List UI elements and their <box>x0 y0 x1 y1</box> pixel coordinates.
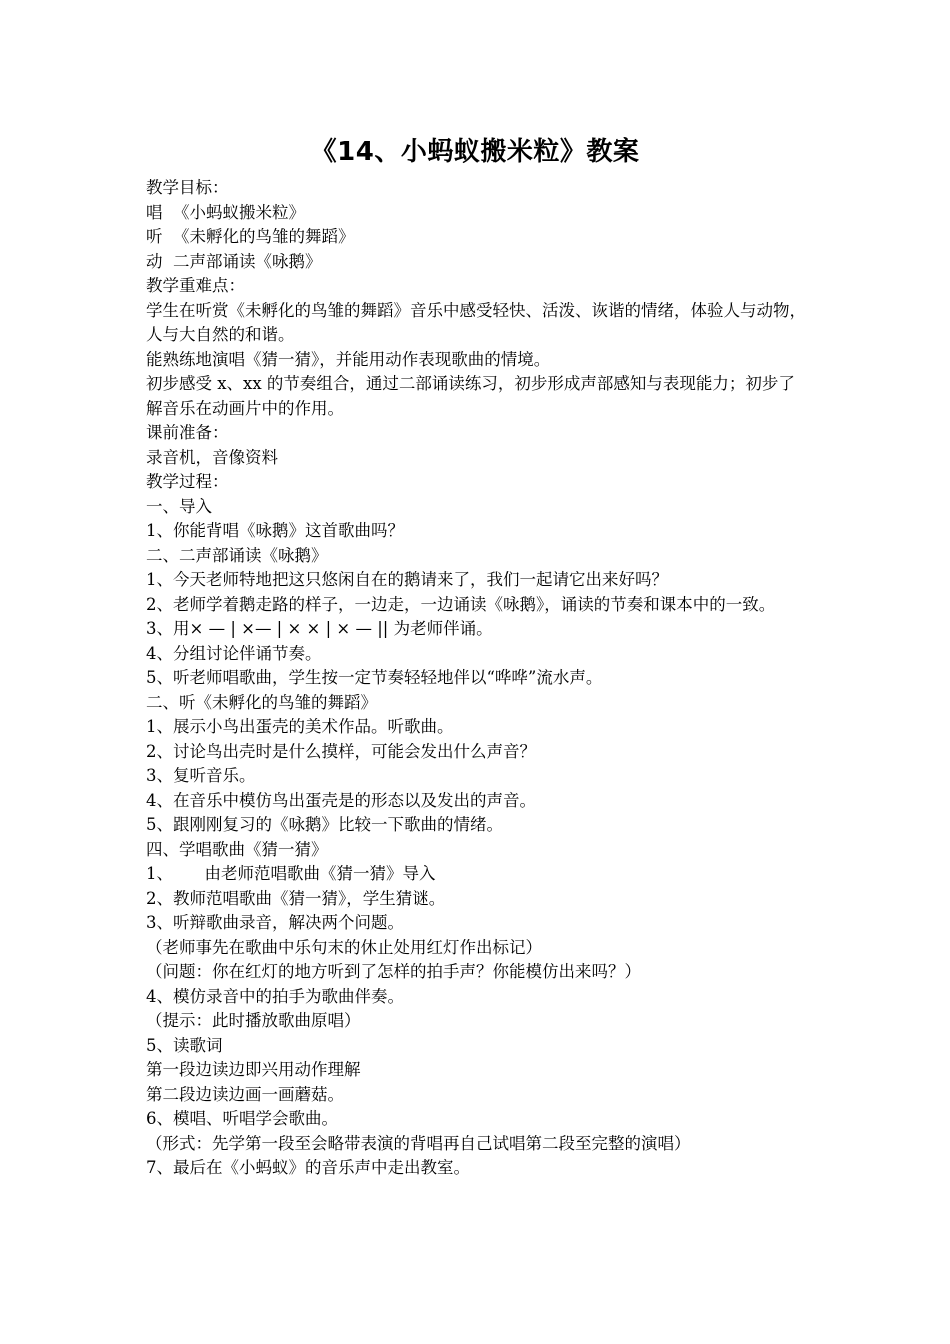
line-preparation-heading: 课前准备： <box>146 423 229 442</box>
line-section-2-step-5: 5、听老师唱歌曲，学生按一定节奏轻轻地伴以“哗哗”流水声。 <box>146 668 603 687</box>
line-key-point-1: 学生在听赏《未孵化的鸟雏的舞蹈》音乐中感受轻快、活泼、诙谐的情绪，体验人与动物，人与大自然的和谐。 <box>146 300 806 344</box>
line-section-4-sub-2: 第二段边读边画一画蘑菇。 <box>146 1084 344 1104</box>
document-title: 《14、小蚂蚁搬米粒》教案 <box>310 137 640 167</box>
line-goal-move: 动 二声部诵读《咏鹅》 <box>146 251 322 271</box>
line-section-4-step-4: 4、模仿录音中的拍手为歌曲伴奏。 <box>146 986 404 1006</box>
line-goals-heading: 教学目标： <box>146 178 229 197</box>
line-key-points-heading: 教学重难点： <box>146 276 245 295</box>
line-section-4-note-4: （形式：先学第一段至会略带表演的背唱再自己试唱第二段至完整的演唱） <box>146 1133 691 1153</box>
line-preparation-items: 录音机，音像资料 <box>146 447 278 467</box>
line-section-3-step-3: 3、复听音乐。 <box>146 766 256 785</box>
line-section-4-note-3: （提示：此时播放歌曲原唱） <box>146 1011 361 1030</box>
line-section-2-step-2: 2、老师学着鹅走路的样子，一边走，一边诵读《咏鹅》，诵读的节奏和课本中的一致。 <box>146 594 776 614</box>
line-key-point-3: 初步感受 x、xx 的节奏组合，通过二部诵读练习，初步形成声部感知与表现能力；初步了解音乐在动画片中的作用。 <box>146 374 795 418</box>
document-body <box>146 176 810 1181</box>
line-section-3-step-2: 2、讨论鸟出壳时是什么摸样，可能会发出什么声音？ <box>146 741 536 761</box>
line-section-2-step-4: 4、分组讨论伴诵节奏。 <box>146 643 322 663</box>
line-section-4-step-2: 2、教师范唱歌曲《猜一猜》，学生猜谜。 <box>146 888 446 908</box>
line-section-2: 二、二声部诵读《咏鹅》 <box>146 545 328 565</box>
line-section-4: 四、学唱歌曲《猜一猜》 <box>146 839 328 859</box>
line-section-4-step-1: 1、 由老师范唱歌曲《猜一猜》导入 <box>146 864 436 883</box>
line-section-4-note-1: （老师事先在歌曲中乐句末的休止处用红灯作出标记） <box>146 937 542 957</box>
line-section-2-step-1: 1、今天老师特地把这只悠闲自在的鹅请来了，我们一起请它出来好吗？ <box>146 570 668 589</box>
line-section-2-step-3: 3、用× — | ×— | × × | × — || 为老师伴诵。 <box>146 619 493 638</box>
line-section-4-step-7: 7、最后在《小蚂蚁》的音乐声中走出教室。 <box>146 1158 470 1177</box>
line-section-4-note-2: （问题：你在红灯的地方听到了怎样的拍手声？你能模仿出来吗？） <box>146 962 641 981</box>
line-section-3-step-4: 4、在音乐中模仿鸟出蛋壳是的形态以及发出的声音。 <box>146 790 536 810</box>
line-key-point-2: 能熟练地演唱《猜一猜》，并能用动作表现歌曲的情境。 <box>146 349 551 369</box>
line-section-3-step-5: 5、跟刚刚复习的《咏鹅》比较一下歌曲的情绪。 <box>146 815 503 834</box>
line-goal-sing: 唱 《小蚂蚁搬米粒》 <box>146 202 305 222</box>
line-section-4-step-5: 5、读歌词 <box>146 1035 223 1055</box>
line-process-heading: 教学过程： <box>146 472 229 491</box>
line-section-4-step-3: 3、听辩歌曲录音，解决两个问题。 <box>146 913 404 932</box>
line-section-4-step-6: 6、模唱、听唱学会歌曲。 <box>146 1109 338 1128</box>
line-section-3-step-1: 1、展示小鸟出蛋壳的美术作品。听歌曲。 <box>146 717 454 736</box>
line-goal-listen: 听 《未孵化的鸟雏的舞蹈》 <box>146 227 355 246</box>
line-section-1-step-1: 1、你能背唱《咏鹅》这首歌曲吗？ <box>146 521 404 540</box>
line-section-3: 二、听《未孵化的鸟雏的舞蹈》 <box>146 692 377 712</box>
line-section-1: 一、导入 <box>146 496 212 516</box>
line-section-4-sub-1: 第一段边读边即兴用动作理解 <box>146 1060 361 1079</box>
